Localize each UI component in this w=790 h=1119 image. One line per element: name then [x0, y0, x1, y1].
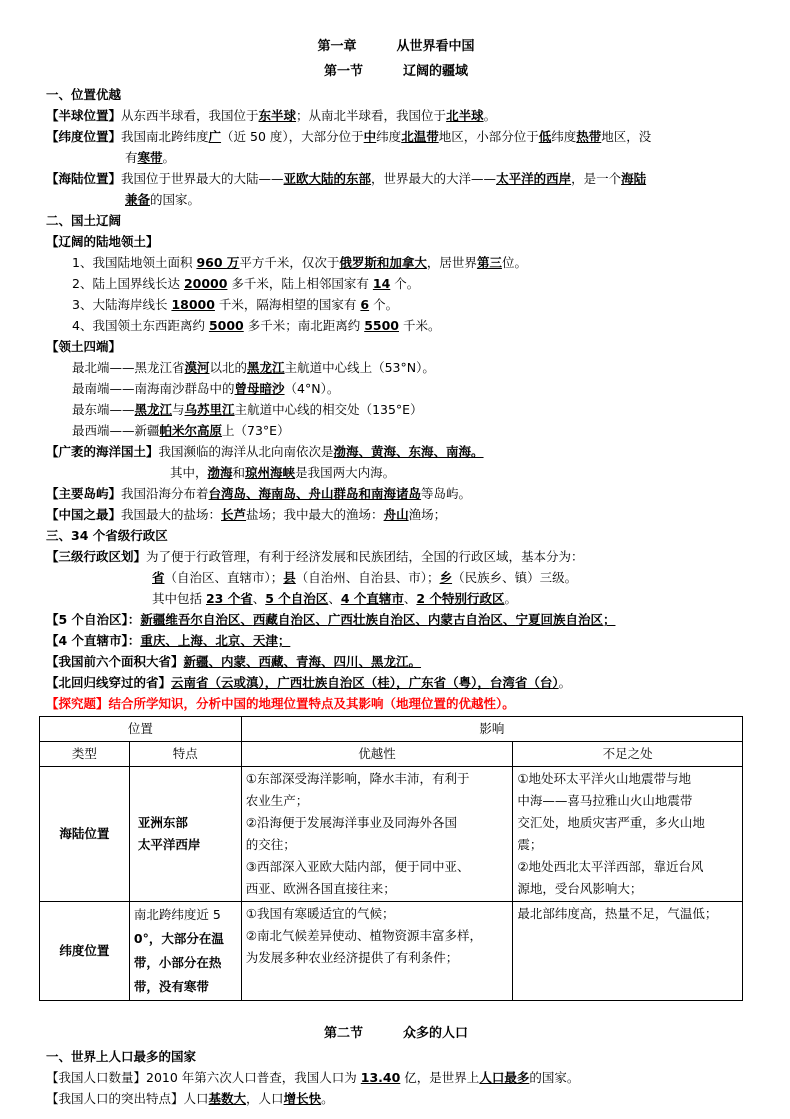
south-end: 最南端——南海南沙群岛中的曾母暗沙（4°N）。: [72, 381, 340, 396]
column-header: 优越性: [241, 742, 513, 767]
hemisphere-position: 【半球位置】从东西半球看，我国位于东半球；从南北半球看，我国位于北半球。: [46, 108, 497, 123]
heading-provinces: 三、34 个省级行政区: [46, 528, 168, 543]
column-header: 类型: [40, 742, 130, 767]
table-header-row: [40, 717, 743, 742]
land-item-1: 1、我国陆地领土面积 960 万平方千米，仅次于俄罗斯和加拿大，居世界第三位。: [72, 255, 527, 270]
autonomous-regions: 【5 个自治区】：新疆维吾尔自治区、西藏自治区、广西壮族自治区、内蒙古自治区、宁夏回族自治区；: [46, 612, 616, 627]
extremities-label: 【领土四端】: [46, 339, 122, 354]
table-cell: ①地处环太平洋火山地震带与地 中海——喜马拉雅山火山地震带 交汇处，地质灾害严重，多火山地 震； ②地处西北太平洋西部，靠近台风 源地，受台风影响大；: [513, 767, 743, 902]
location-table: [39, 716, 743, 1001]
land-item-3: 3、大陆海岸线长 18000 千米，隔海相望的国家有 6 个。: [72, 297, 399, 312]
section-title: 第二节 众多的人口: [323, 1026, 469, 1041]
east-end: 最东端——黑龙江与乌苏里江主航道中心线的相交处（135°E）: [72, 402, 423, 417]
admin-levels: 省（自治区、直辖市）；县（自治州、自治县、市）；乡（民族乡、镇）三级。: [152, 570, 578, 585]
section-name: 辽阔的疆域: [403, 64, 469, 79]
chapter-title: [46, 34, 746, 59]
largest-provinces: 【我国前六个面积大省】新疆、内蒙、西藏、青海、四川、黑龙江。: [46, 654, 422, 669]
section-number: 第一节: [323, 64, 363, 79]
inland-seas: 其中，渤海和琼州海峡是我国两大内海。: [170, 465, 396, 480]
label: 【海陆位置】: [46, 171, 122, 186]
table-cell: ①东部深受海洋影响，降水丰沛，有利于 农业生产； ②沿海便于发展海洋事业及同海外各国 的交往； ③西部深入亚欧大陆内部，便于同中亚、 西亚、欧洲各国直接往来；: [241, 767, 513, 902]
sea-land-position: 【海陆位置】我国位于世界最大的大陆——亚欧大陆的东部，世界最大的大洋——太平洋的西岸，是一个海陆: [46, 171, 647, 186]
table-header-row: [40, 742, 743, 767]
table-cell: 最北部纬度高，热量不足，气温低；: [513, 902, 743, 1001]
table-cell: 亚洲东部 太平洋西岸: [129, 767, 241, 902]
label: 【半球位置】: [46, 108, 122, 123]
answer: 北半球: [446, 108, 484, 123]
tropic-provinces: 【北回归线穿过的省】云南省（云或滇），广西壮族自治区（桂），广东省（粤），台湾省（台）。: [46, 675, 572, 690]
sea-land-position-cont: 兼备的国家。: [125, 192, 201, 207]
heading-territory: 二、国土辽阔: [46, 213, 122, 228]
sea-territory: 【广袤的海洋国土】我国濒临的海洋从北向南依次是渤海、黄海、东海、南海。: [46, 444, 484, 459]
table-cell: 纬度位置: [40, 902, 130, 1001]
chapter-number: 第一章: [317, 39, 357, 54]
explore-question: 【探究题】结合所学知识，分析中国的地理位置特点及其影响（地理位置的优越性）。: [46, 696, 515, 711]
main-islands: 【主要岛屿】我国沿海分布着台湾岛、海南岛、舟山群岛和南海诸岛等岛屿。: [46, 486, 472, 501]
heading-population: 一、世界上人口最多的国家: [46, 1049, 197, 1064]
label: 【纬度位置】: [46, 129, 122, 144]
column-header: 位置: [40, 717, 242, 742]
table-cell: ①我国有寒暖适宜的气候； ②南北气候差异使动、植物资源丰富多样， 为发展多种农业经济提供了有利条件；: [241, 902, 513, 1001]
population-count: 【我国人口数量】2010 年第六次人口普查，我国人口为 13.40 亿，是世界上人口最多的国家。: [46, 1070, 580, 1085]
heading-location: 一、位置优越: [46, 87, 122, 102]
column-header: 影响: [241, 717, 742, 742]
admin-divisions: 【三级行政区划】为了便于行政管理，有利于经济发展和民族团结，全国的行政区域，基本分为：: [46, 549, 584, 564]
land-territory-label: 【辽阔的陆地领土】: [46, 234, 159, 249]
table-row: [40, 767, 743, 902]
column-header: 特点: [129, 742, 241, 767]
admin-counts: 其中包括 23 个省、5 个自治区、4 个直辖市、2 个特别行政区。: [152, 591, 517, 606]
section-title: [46, 59, 746, 84]
population-features: 【我国人口的突出特点】人口基数大，人口增长快。: [46, 1091, 334, 1106]
latitude-position-cont: 有寒带。: [125, 150, 176, 165]
table-cell: 南北跨纬度近 5 0°，大部分在温 带，小部分在热 带，没有寒带: [129, 902, 241, 1001]
china-bests: 【中国之最】我国最大的盐场：长芦盐场；我中最大的渔场：舟山渔场；: [46, 507, 447, 522]
latitude-position: 【纬度位置】我国南北跨纬度广（近 50 度），大部分位于中纬度北温带地区，小部分位于低纬度热带地区，没: [46, 129, 652, 144]
table-row: [40, 902, 743, 1001]
table-cell: 海陆位置: [40, 767, 130, 902]
land-item-2: 2、陆上国界线长达 20000 多千米，陆上相邻国家有 14 个。: [72, 276, 420, 291]
chapter-name: 从世界看中国: [396, 39, 475, 54]
land-item-4: 4、我国领土东西距离约 5000 多千米；南北距离约 5500 千米。: [72, 318, 441, 333]
municipalities: 【4 个直辖市】：重庆、上海、北京、天津；: [46, 633, 291, 648]
answer: 东半球: [258, 108, 297, 123]
west-end: 最西端——新疆帕米尔高原上（73°E）: [72, 423, 290, 438]
north-end: 最北端——黑龙江省漠河以北的黑龙江主航道中心线上（53°N）。: [72, 360, 435, 375]
column-header: 不足之处: [513, 742, 743, 767]
